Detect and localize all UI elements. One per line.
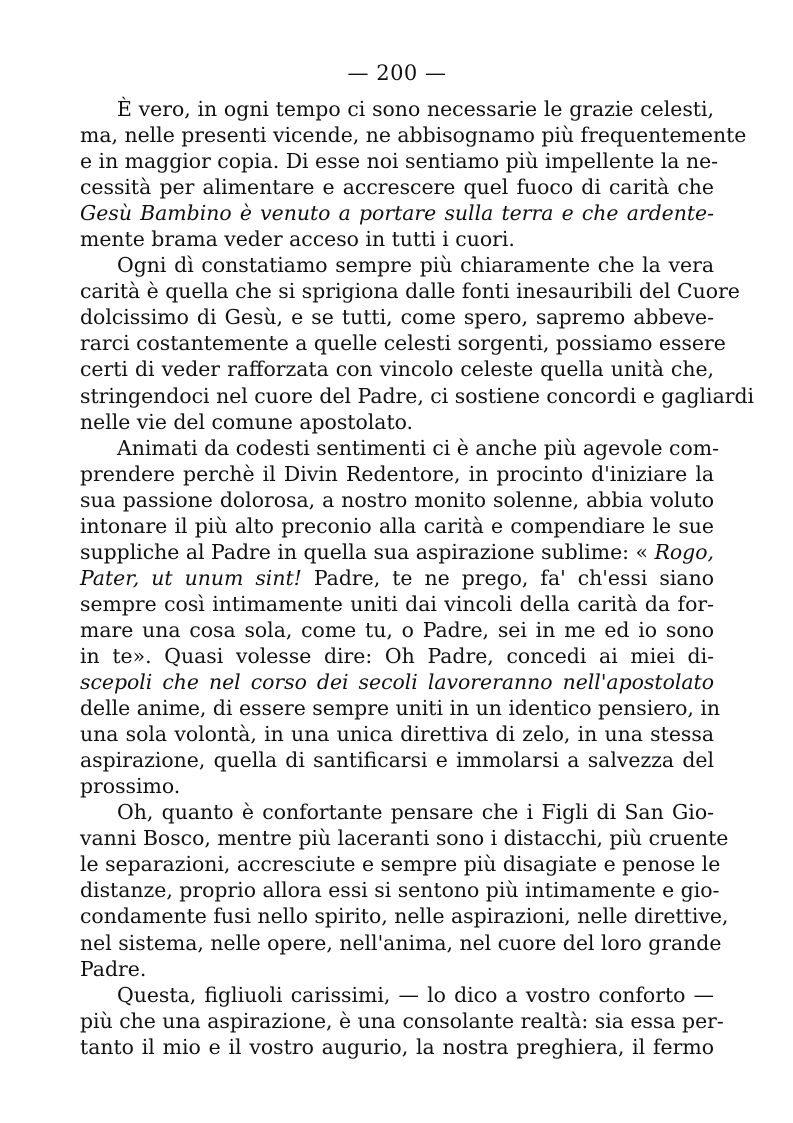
text-line: Ogni dì constatiamo sempre più chiaramente che la vera: [117, 253, 714, 278]
text-line: stringendoci nel cuore del Padre, ci sostiene concordi e gagliardi: [80, 383, 755, 408]
text-line: mare una cosa sola, come tu, o Padre, sei in me ed io sono: [80, 617, 714, 642]
text-line: Animati da codesti sentimenti ci è anche più agevole com-: [117, 435, 719, 460]
text-line: vanni Bosco, mentre più laceranti sono i distacchi, più cruente: [80, 826, 729, 851]
text-line: Oh, quanto è confortante pensare che i Figli di San Gio-: [117, 800, 714, 825]
text-line: in te». Quasi volesse dire: Oh Padre, concedi ai miei di-: [80, 643, 714, 668]
text-line: una sola volontà, in una unica direttiva di zelo, in una stessa: [80, 722, 714, 747]
text-line: tanto il mio e il vostro augurio, la nostra preghiera, il fermo: [80, 1034, 714, 1059]
text-line: certi di veder rafforzata con vincolo celeste quella unità che,: [80, 357, 714, 382]
text-line: ma, nelle presenti vicende, ne abbisognamo più frequentemente: [80, 123, 747, 148]
text-line: È vero, in ogni tempo ci sono necessarie le grazie celesti,: [117, 97, 714, 121]
paragraph-1: [80, 96, 747, 252]
text-line: Padre.: [80, 956, 147, 981]
paragraph-4: [80, 799, 729, 981]
text-line: rarci costantemente a quelle celesti sorgenti, possiamo essere: [80, 331, 726, 356]
text-line: scepoli che nel corso dei secoli lavoreranno nell'apostolato: [80, 670, 714, 695]
latin-quote: Rogo,: [654, 539, 714, 564]
latin-quote: Pater, ut unum sint!: [80, 565, 302, 590]
text-line: [80, 565, 714, 591]
text-segment: suppliche al Padre in quella sua aspirazione sublime: «: [80, 539, 649, 564]
text-line: prossimo.: [80, 774, 181, 799]
text-line: prendere perchè il Divin Redentore, in procinto d'iniziare la: [80, 461, 714, 486]
paragraph-5: [80, 982, 724, 1060]
text-segment: Padre, te ne prego, fa' ch'essi siano: [301, 565, 714, 590]
text-line: sempre così intimamente uniti dai vincoli della carità da for-: [80, 591, 714, 616]
text-line: e in maggior copia. Di esse noi sentiamo più impellente la ne-: [80, 149, 719, 174]
text-line: cessità per alimentare e accrescere quel fuoco di carità che: [80, 175, 714, 200]
book-page: [80, 58, 755, 1060]
paragraph-3: [80, 435, 720, 800]
text-line: carità è quella che si sprigiona dalle fonti inesauribili del Cuore: [80, 279, 740, 304]
text-line: aspirazione, quella di santificarsi e immolarsi a salvezza del: [80, 748, 714, 773]
text-line: Gesù Bambino è venuto a portare sulla terra e che ardente-: [80, 201, 714, 226]
text-line: mente brama veder acceso in tutti i cuori.: [80, 227, 515, 252]
text-line: più che una aspirazione, è una consolante realtà: sia essa per-: [80, 1008, 724, 1033]
page-number: — 200 —: [347, 61, 447, 85]
text-line: le separazioni, accresciute e sempre più disagiate e penose le: [80, 852, 721, 877]
text-line: [80, 539, 714, 565]
paragraph-2: [80, 252, 755, 434]
text-line: nelle vie del comune apostolato.: [80, 409, 414, 434]
text-line: dolcissimo di Gesù, e se tutti, come spero, sapremo abbeve-: [80, 305, 714, 330]
text-line: intonare il più alto preconio alla carità e compendiare le sue: [80, 513, 714, 538]
text-line: distanze, proprio allora essi si sentono più intimamente e gio-: [80, 878, 720, 903]
text-line: delle anime, di essere sempre uniti in un identico pensiero, in: [80, 696, 720, 721]
text-line: sua passione dolorosa, a nostro monito solenne, abbia voluto: [80, 487, 714, 512]
text-line: condamente fusi nello spirito, nelle aspirazioni, nelle direttive,: [80, 904, 729, 929]
text-line: Questa, figliuoli carissimi, — lo dico a vostro conforto —: [117, 982, 714, 1007]
text-line: nel sistema, nelle opere, nell'anima, nel cuore del loro grande: [80, 930, 722, 955]
